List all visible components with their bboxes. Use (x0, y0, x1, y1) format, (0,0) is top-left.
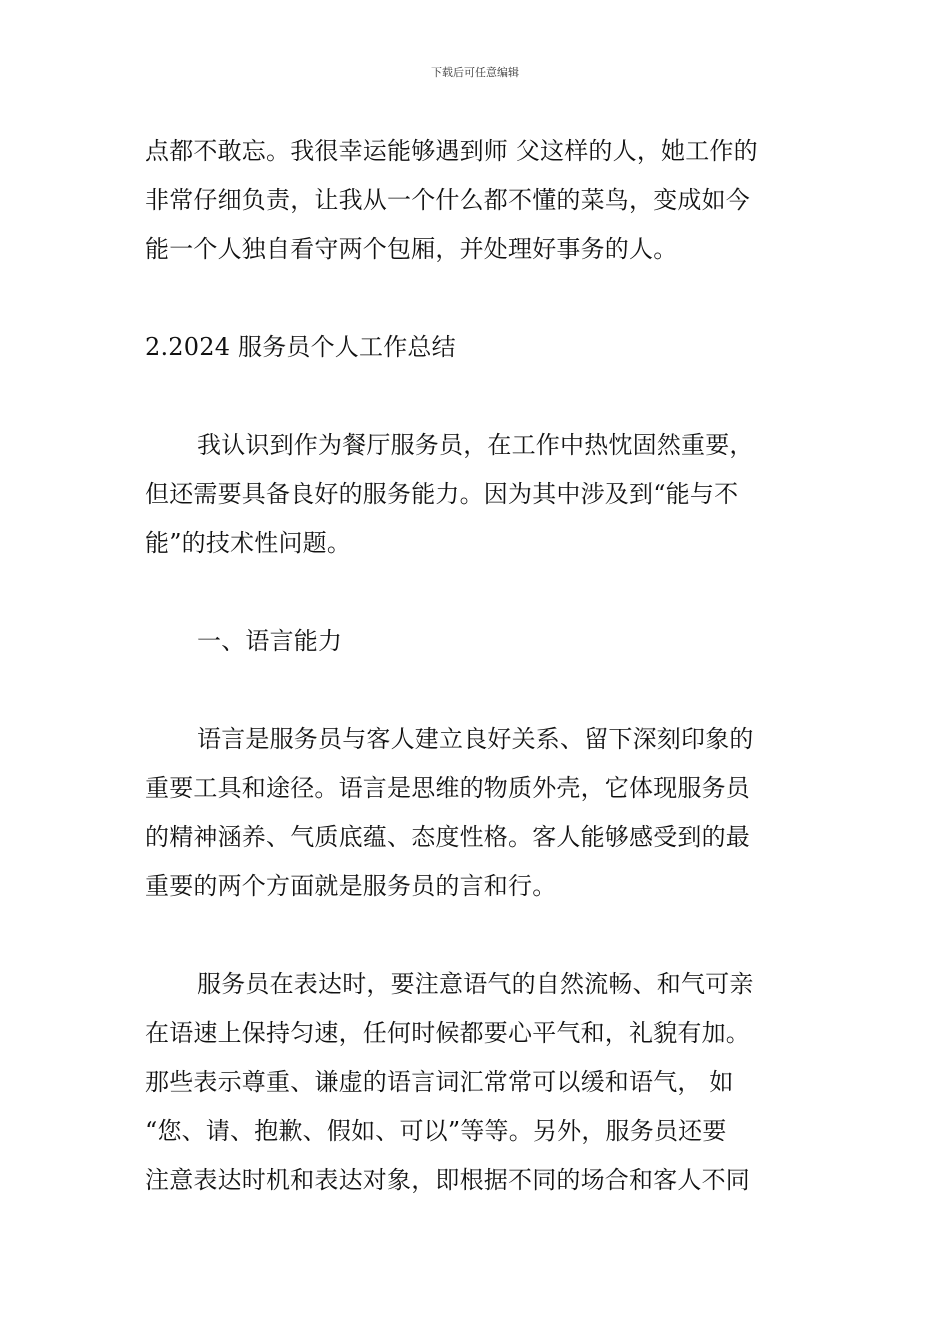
document-body (145, 127, 810, 1205)
paragraph-intro (145, 421, 810, 568)
text-line: 但还需要具备良好的服务能力。因为其中涉及到“能与不 (145, 480, 739, 508)
page-header-note: 下载后可任意编辑 (431, 66, 519, 79)
paragraph-gap (145, 274, 810, 323)
text-line: “您、请、抱歉、假如、可以”等等。另外，服务员还要 (145, 1117, 727, 1145)
text-line: 的精神涵养、气质底蕴、态度性格。客人能够感受到的最 (145, 823, 750, 851)
text-line: 重要的两个方面就是服务员的言和行。 (145, 872, 557, 900)
text-line: 在语速上保持匀速，任何时候都要心平气和，礼貌有加。 (145, 1019, 750, 1047)
paragraph-expression (145, 960, 810, 1205)
heading-line: 2.2024 服务员个人工作总结 (145, 333, 456, 361)
text-line: 点都不敢忘。我很幸运能够遇到师 父这样的人，她工作的 (145, 137, 758, 165)
paragraph-gap (145, 911, 810, 960)
section-heading (145, 323, 810, 372)
text-line: 非常仔细负责，让我从一个什么都不懂的菜鸟，变成如今 (145, 186, 750, 214)
paragraph-gap (145, 372, 810, 421)
paragraph-gap (145, 666, 810, 715)
paragraph-gap (145, 568, 810, 617)
text-line: 能一个人独自看守两个包厢，并处理好事务的人。 (145, 235, 678, 263)
text-line: 我认识到作为餐厅服务员，在工作中热忱固然重要， (197, 431, 754, 459)
text-line: 能”的技术性问题。 (145, 529, 352, 557)
text-line: 语言是服务员与客人建立良好关系、留下深刻印象的 (197, 725, 754, 753)
paragraph-language (145, 715, 810, 911)
text-line: 那些表示尊重、谦虚的语言词汇常常可以缓和语气， 如 (145, 1068, 734, 1096)
subheading-language-ability (145, 617, 810, 666)
text-line: 服务员在表达时，要注意语气的自然流畅、和气可亲 (197, 970, 754, 998)
paragraph-continuation (145, 127, 810, 274)
subheading-line: 一、语言能力 (197, 627, 343, 655)
text-line: 重要工具和途径。语言是思维的物质外壳，它体现服务员 (145, 774, 750, 802)
text-line: 注意表达时机和表达对象，即根据不同的场合和客人不同 (145, 1166, 750, 1194)
